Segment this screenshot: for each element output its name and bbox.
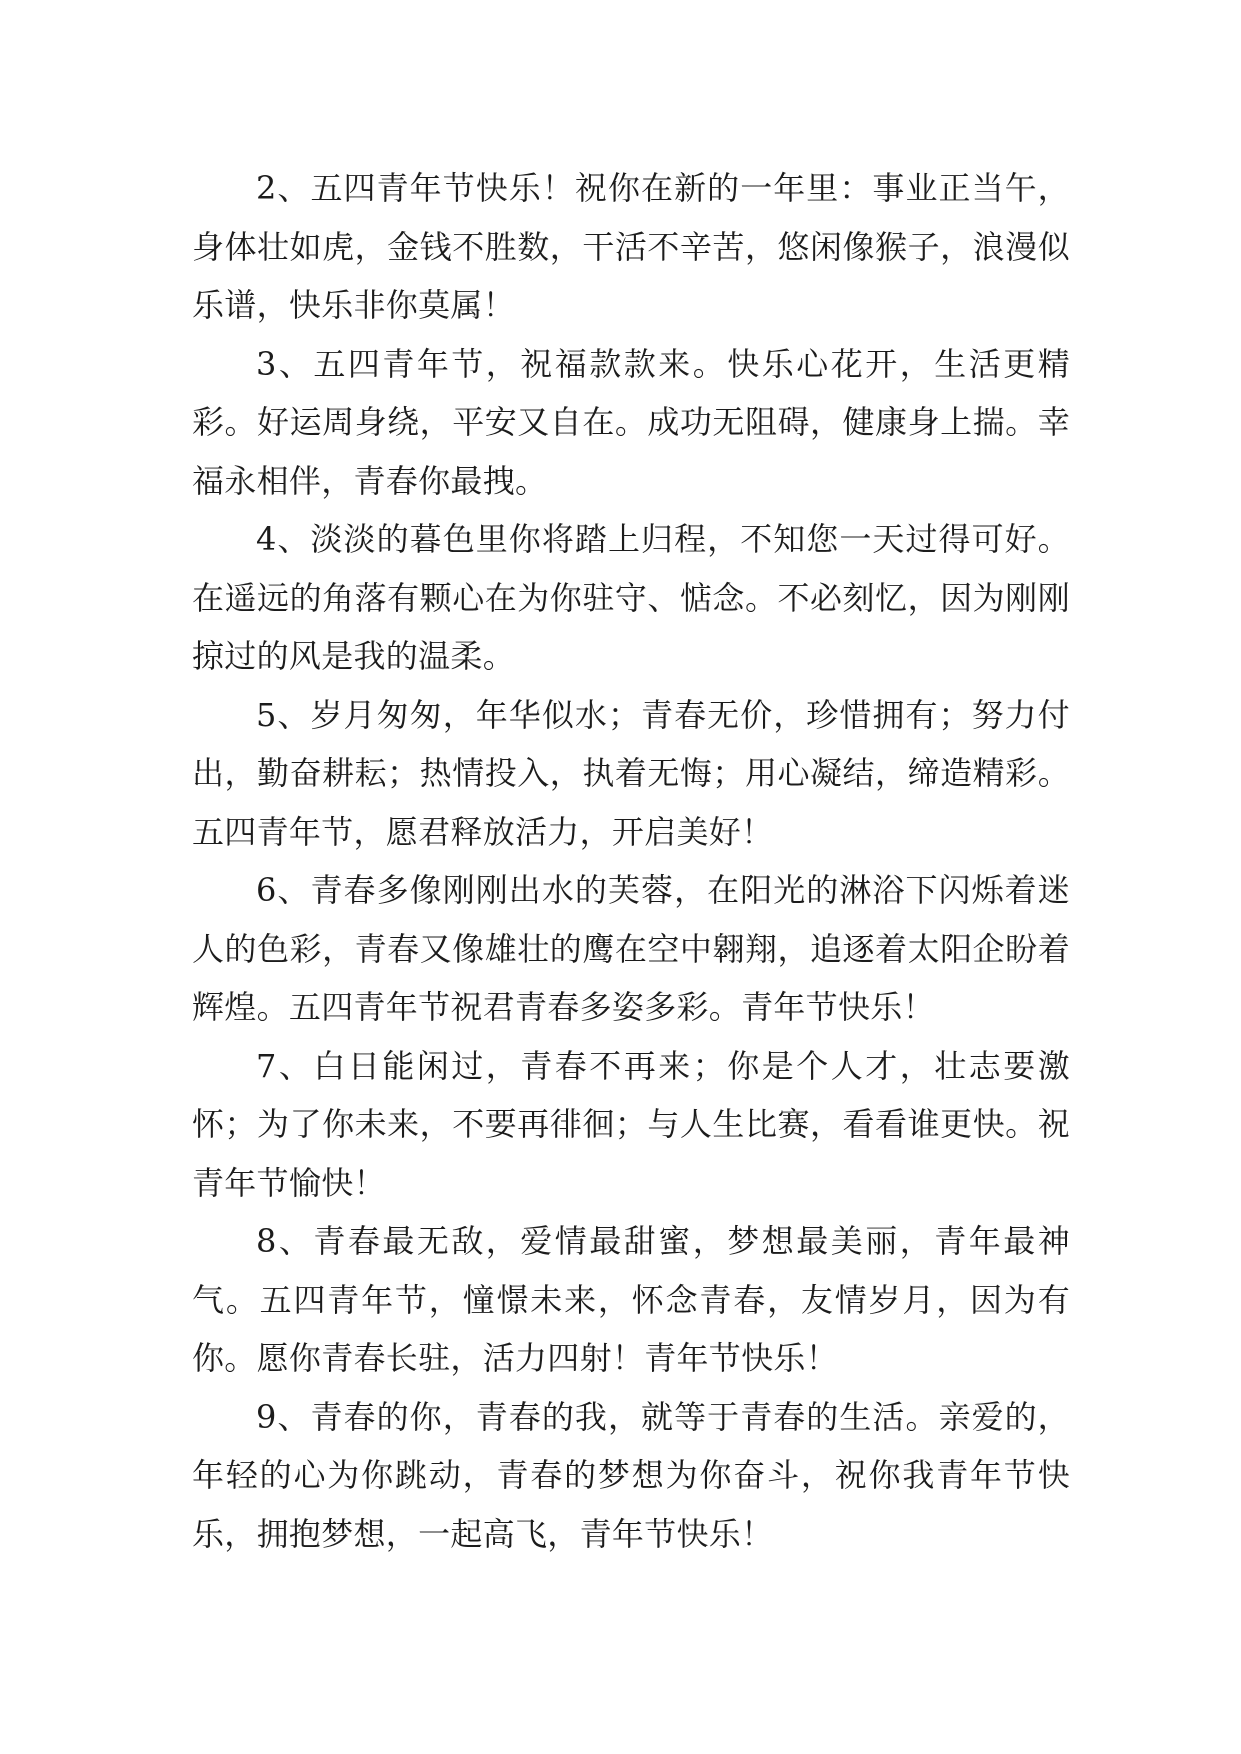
paragraph-8: 8、青春最无敌，爱情最甜蜜，梦想最美丽，青年最神气。五四青年节，憧憬未来，怀念青春，友情岁月，因为有你。愿你青春长驻，活力四射！青年节快乐！ (192, 1222, 1070, 1377)
paragraph-7: 7、白日能闲过，青春不再来；你是个人才，壮志要激怀；为了你未来，不要再徘徊；与人生比赛，看看谁更快。祝青年节愉快！ (192, 1046, 1070, 1202)
paragraph-3: 3、五四青年节，祝福款款来。快乐心花开，生活更精彩。好运周身绕，平安又自在。成功无阻碍，健康身上揣。幸福永相伴，青春你最拽。 (192, 344, 1070, 500)
paragraph-9: 9、青春的你，青春的我，就等于青春的生活。亲爱的，年轻的心为你跳动，青春的梦想为你奋斗，祝你我青年节快乐，拥抱梦想，一起高飞，青年节快乐！ (192, 1397, 1070, 1553)
document-body (192, 159, 1070, 1563)
paragraph-5: 5、岁月匆匆，年华似水；青春无价，珍惜拥有；努力付出，勤奋耕耘；热情投入，执着无悔；用心凝结，缔造精彩。五四青年节，愿君释放活力，开启美好！ (192, 695, 1070, 851)
paragraph-6: 6、青春多像刚刚出水的芙蓉，在阳光的淋浴下闪烁着迷人的色彩，青春又像雄壮的鹰在空中翱翔，追逐着太阳企盼着辉煌。五四青年节祝君青春多姿多彩。青年节快乐！ (192, 871, 1070, 1026)
paragraph-2: 2、五四青年节快乐！祝你在新的一年里：事业正当午，身体壮如虎，金钱不胜数，干活不辛苦，悠闲像猴子，浪漫似乐谱，快乐非你莫属！ (192, 169, 1070, 324)
paragraph-4: 4、淡淡的暮色里你将踏上归程，不知您一天过得可好。在遥远的角落有颗心在为你驻守、惦念。不必刻忆，因为刚刚掠过的风是我的温柔。 (192, 520, 1070, 675)
